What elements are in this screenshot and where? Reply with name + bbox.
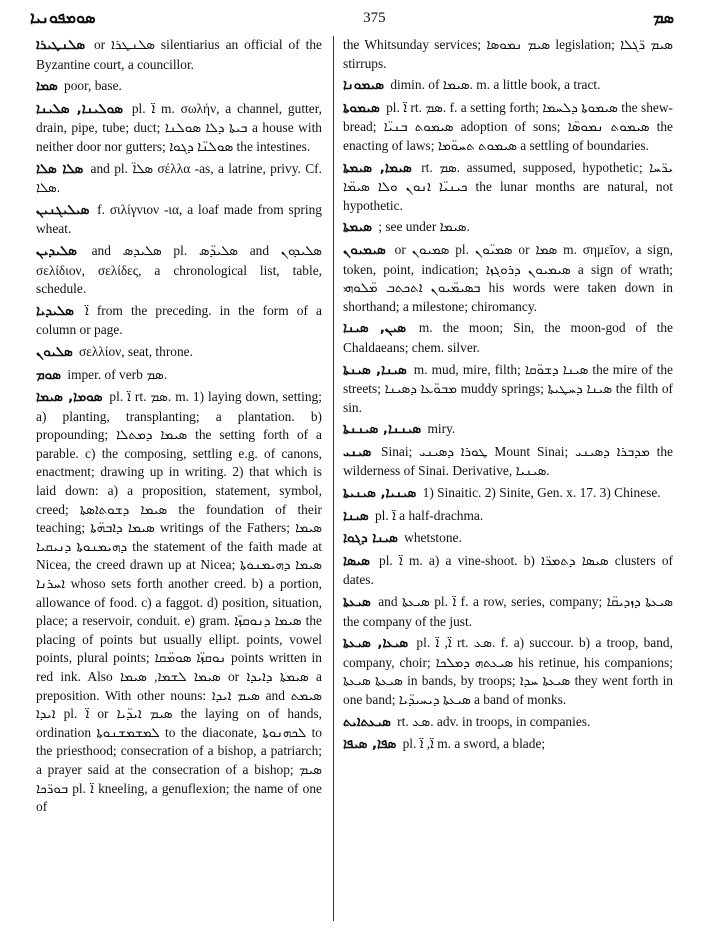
dictionary-entry (36, 77, 322, 97)
entry-definition: the Whitsunday services; ܣܝܡ ܢܡܘܣܐ legislation; ܣܝܡ ܪ̈ܓܠܐ stirrups. (343, 37, 673, 71)
entry-definition: rt. ܣܥ. adv. in troops, in companies. (397, 713, 591, 729)
entry-headword: ܣܡܐ (36, 79, 58, 95)
entry-headword: ܣܝܡܬܐ (343, 220, 372, 236)
entry-definition: dimin. of ܣܝܡܐ. m. a little book, a tract. (390, 77, 601, 93)
entry-definition: Sinai; ܛܘܪܐ ܕܣܝܢܝ Mount Sinai; ܡܕܒܪܐ ܕܣܝܢܝ the wilderness of Sinai. Derivative, ܣܝܢܝܐ. (343, 443, 673, 479)
entry-headword: ܣܝܥܬܐܝܬ (343, 714, 391, 730)
dictionary-entry (343, 319, 673, 357)
header-right-word: ܣܡ (653, 8, 674, 27)
left-column (36, 36, 322, 916)
entry-headword: ܣܝܡܝܘܢ (343, 242, 386, 258)
right-column (343, 36, 673, 916)
entry-definition: σελλίον, seat, throne. (79, 343, 193, 359)
dictionary-entry (36, 201, 322, 239)
entry-headword: ܣܝܥܐ, ܣܝܥܬܐ (343, 636, 409, 652)
page-number: 375 (363, 9, 386, 26)
dictionary-entry (36, 343, 322, 363)
entry-definition: m. mud, mire, filth; ܣܝܢܐ ܕܫܘ̈ܩܐ the mire of the streets; ܡܒܘ̈ܥܐ ܕܣܝܢܐ muddy springs; ܣܝܢܐ ܕܚܛܝܬܐ the filth of sin. (343, 361, 673, 415)
dictionary-entry (343, 361, 673, 418)
dictionary-entry (343, 634, 673, 709)
entry-headword: ܣܝܢܝ (343, 444, 372, 460)
dictionary-entry (343, 76, 673, 96)
entry-headword: ܣܦܐ, ܣܝܦܐ (343, 737, 397, 753)
entry-definition: pl. ܐ̈ a half-drachma. (374, 507, 484, 523)
entry-definition: f. σιλίγνιον -ια, a loaf made from spring wheat. (36, 201, 322, 237)
dictionary-entry (343, 99, 673, 156)
entry-definition: pl. ܐ̈ m. a) a vine-shoot. b) ܣܝܣܐ ܕܬܡܪ̈ܐ clusters of dates. (343, 552, 673, 588)
entry-headword: ܣܠܐ ܣܠܐ (36, 161, 84, 177)
entry-definition: or ܣܠܢܛܪܐ silentiarius an official of the Byzantine court, a councillor. (36, 37, 322, 72)
dictionary-entry (343, 36, 673, 73)
entry-headword: ܣܝܢܢܐ, ܣܝܢܢܬܐ (343, 422, 422, 438)
dictionary-entry (343, 159, 673, 216)
entry-headword: ܣܝܢܝܐ, ܣܝܢܝܬܐ (343, 486, 417, 502)
dictionary-entry (343, 420, 673, 440)
entry-definition: miry. (427, 421, 456, 437)
entry-definition: poor, base. (64, 78, 122, 94)
entry-definition: rt. ܣܡ. assumed, supposed, hypothetic; ܝܪ̈ܚܐ ܟܝܢܝ̈ܐ ܐܢܘܢ ܘܠܐ ܣܝܡ̈ܐ the lunar months are natural, not hypothetic. (343, 159, 673, 213)
dictionary-entry (36, 242, 322, 299)
entry-headword: ܣܘܡ (36, 367, 61, 383)
entry-headword: ܣܝܡܘܬܐ (343, 100, 380, 116)
entry-definition: and ܣܝܥܬܐ pl. ܐ̈ f. a row, series, company; ܣܝܥܬܐ ܕܙܕܝܩ̈ܐ the company of the just. (343, 594, 673, 629)
entry-definition: and pl. ܣܠܐ̈ σέλλα -as, a latrine, privy. Cf. ܣܠܐ. (36, 160, 322, 196)
dictionary-entry (343, 713, 673, 733)
entry-definition: 1) Sinaitic. 2) Sinite, Gen. x. 17. 3) Chinese. (422, 485, 661, 501)
entry-headword: ܣܝܡܐ, ܣܝܡܬܐ (343, 160, 412, 176)
column-divider (333, 36, 334, 921)
entry-definition: imper. of verb ܣܡ. (67, 366, 168, 382)
dictionary-entry (343, 593, 673, 631)
entry-headword: ܣܝܥܬܐ (343, 595, 371, 611)
dictionary-entry (343, 735, 673, 755)
entry-definition: and ܣܠܝܕܣ pl. ܣܠܝܕ̈ܣ and ܣܠܝܕܘܢ σελίδιον, σελίδες, a chronological list, table, schedule. (36, 242, 322, 297)
entry-headword: ܣܝܠܝܓܢܝܢ (36, 202, 90, 218)
entry-headword: ܣܝܢ, ܣܝܢܐ (343, 321, 406, 337)
entry-definition: pl. ܐ̈ rt. ܣܡ. m. 1) laying down, setting; a) planting, transplanting; a plantation. b) propounding; ܣܝܡܐ ܕܡܬܠܐ the setting forth of a parable. c) the composing, settling e.g. of canons, enactment; drawing up in writing. 2) that which is laid down: a) a proposition, statement, symbol, creed; ܣܝܡܐ ܕܫܘܬܐܣܬܐ the foundation of their teaching; ܣܝܡܐ ܕܐܒܗ̈ܬܐ writings of the Fathers; ܣܝܡܐ ܕܗܝܡܢܘܬܐ ܕܢܝܩܝܐ the statement of the faith made at Nicea, the creed drawn up at Nicea; ܣܝܡܐ ܕܗܝܡܢܘܬܐ ܐܚܪܢܐ whoso sets forth another creed. b) a portion, allowance of food. c) a faggot. d) position, situation, place; a reservoir, conduit. e) gram. ܣܝܡܐ ܕܢܘܩܙ̈ܐ the placing of points but usually ellipt. points, vowel points, plural points; ܢܘܩܙ̈ܐ ܣܘܡ̈ܩܐ points written in red ink. Also ܣܝܡܐ ܠܫܡܐ, ܣܝܡܐ or ܣܝܡܬܐ ܕܐܝܕܐ a preposition. With other nouns: ܣܝܡ ܐܝܕܐ and ܣܝܡܬ ܐܝܕܐ pl. ܐ̈ or ܣܝܡ ܐܝܕ̈ܝܐ the laying on of hands, ordination ܠܡܫܡܫܢܘܬܐ to the diaconate, ܠܟܗܢܘܬܐ to the priesthood; consecration of a bishop, a patriarch; a prayer said at the consecration of a bishop; ܣܝܡ ܒܘܪ̈ܟܐ pl. ܐ̈ kneeling, a genuflexion; the name of one of (36, 389, 322, 815)
entry-headword: ܣܘܠܝܢܐ, ܣܠܝܢܐ (36, 101, 123, 117)
entry-definition: or ܣܡܝܘܢ pl. ܣܡܝ̈ܘܢ or ܣܡܐ m. σημεῖον, a sign, token, point, indication; ܣܝܡܝܘܢ ܕܪܘܓܙܐ a sign of wrath; ܒܣܝܡ̈ܝܘܢ ܐܬܟܬܒ ܡ̈ܠܘܗܝ his words were taken down in shorthand; a milestone; chiromancy. (343, 241, 673, 314)
dictionary-entry (36, 160, 322, 198)
dictionary-entry (36, 366, 322, 386)
entry-headword: ܣܝܢܐ, ܣܝܢܬܐ (343, 362, 407, 378)
dictionary-entry (343, 507, 673, 527)
header-left-word: ܣܘܡܦܘܢܝܐ (30, 8, 96, 27)
entry-headword: ܣܝܣܐ (343, 553, 370, 569)
entry-definition: pl. ܐ̈ rt. ܣܡ. f. a setting forth; ܣܝܡܘܬܐ ܕܠܚܡܐ the shew-bread; ܣܝܡܘܬ ܒܢܝ̈ܐ adoption of sons; ܣܝܡܘܬ ܢܡܘܣ̈ܐ the enacting of laws; ܣܝܡܘܬ ܬܚܘ̈ܡܐ a settling of boundaries. (343, 99, 673, 153)
entry-definition: ; see under ܣܝܡܐ. (378, 219, 470, 235)
entry-headword: ܣܠܢܛܝܪܐ (36, 38, 86, 53)
entry-headword: ܣܝܢܐ (343, 508, 369, 524)
entry-definition: pl. ܐ̈, ܐ̈ rt. ܣܥ. f. a) succour. b) a troop, band, company, choir; ܣܝܥܬܗ ܕܡܠܟܐ his retinue, his companions; ܣܝܥܬܐ ܣܝܥܬܐ in bands, by troops; ܣܝܥܬܐ ܚܕܐ they went forth in one band; ܣܝܥܬܐ ܕܝܚܝܕ̈ܝܐ a band of monks. (343, 635, 673, 707)
dictionary-entry (343, 443, 673, 481)
dictionary-entry (343, 241, 673, 316)
entry-headword: ܣܠܝܕܝܐ (36, 303, 74, 319)
dictionary-entry (343, 529, 673, 549)
dictionary-entry (36, 100, 322, 157)
entry-definition: pl. ܐ̈, ܐ̈ m. a sword, a blade; (402, 736, 546, 752)
dictionary-entry (36, 388, 322, 817)
entry-definition: m. the moon; Sin, the moon-god of the Chaldaeans; chem. silver. (343, 320, 673, 355)
entry-headword: ܣܠܝܘܢ (36, 344, 73, 360)
entry-definition: ܐ̈ from the preceding. in the form of a column or page. (36, 302, 322, 338)
entry-headword: ܣܝܢܐ ܕܓܘܐ (343, 531, 398, 547)
dictionary-entry (343, 484, 673, 504)
dictionary-entry (343, 218, 673, 238)
dictionary-entry (36, 302, 322, 340)
page-header (30, 6, 674, 30)
dictionary-entry (36, 36, 322, 74)
entry-headword: ܣܘܡܐ, ܣܝܡܐ (36, 390, 103, 406)
entry-headword: ܣܝܡܘܢܐ (343, 78, 384, 94)
entry-definition: whetstone. (404, 530, 462, 546)
entry-definition: pl. ܐ̈ m. σωλήν, a channel, gutter, drain, pipe, tube; duct; ܒܝܬܐ ܕܠܐ ܣܘܠܢܐ a house with neither door nor gutters; ܣܘܠܢ̈ܐ ܕܓܘܐ the intestines. (36, 100, 322, 154)
entry-headword: ܣܠܝܕܝܢ (36, 243, 77, 259)
dictionary-entry (343, 552, 673, 590)
